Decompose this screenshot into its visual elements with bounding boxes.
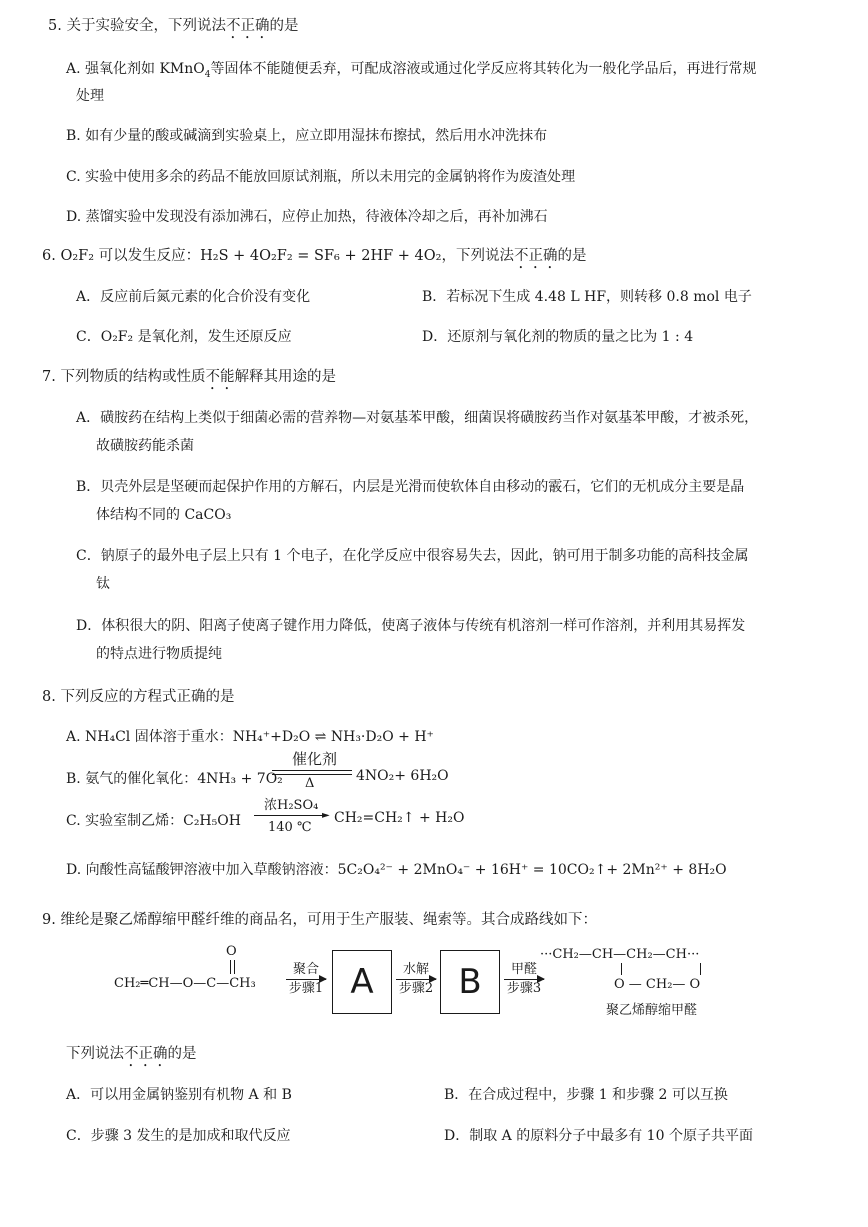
q6-stem-emphasis: 不正确 <box>513 248 558 264</box>
q7-stem-emphasis: 不能 <box>205 369 235 385</box>
q9-reactant: CH₂═CH—O—C—CH₃ <box>114 976 256 991</box>
q9-carbonyl-bond-2 <box>234 960 235 974</box>
q9-option-c: C．步骤 3 发生的是加成和取代反应 <box>66 1128 291 1144</box>
q9-step2-reagent: 水解 <box>402 962 429 977</box>
q9-product-bond-right <box>700 963 701 975</box>
q6-stem: 6. O₂F₂ 可以发生反应：H₂S + 4O₂F₂ = SF₆ + 2HF + 4O₂，下列说法不正确的是 <box>42 248 587 264</box>
q8-option-c-left: C. 实验室制乙烯：C₂H₅OH <box>66 813 241 829</box>
q5-option-a-cont: 处理 <box>76 88 104 104</box>
q8-option-b-bar-bottom <box>272 774 352 775</box>
q8-option-c-temperature: 140 ℃ <box>268 820 312 835</box>
q7-option-a-cont: 故磺胺药能杀菌 <box>96 438 194 454</box>
q8-option-d: D. 向酸性高锰酸钾溶液中加入草酸钠溶液：5C₂O₄²⁻ + 2MnO₄⁻ + 16H⁺ = 10CO₂↑+ 2Mn²⁺ + 8H₂O <box>66 862 727 878</box>
q9-step1-reagent: 聚合 <box>292 962 319 977</box>
q8-option-a: A. NH₄Cl 固体溶于重水：NH₄⁺+D₂O ⇌ NH₃·D₂O + H⁺ <box>66 729 434 745</box>
q7-option-c: C．钠原子的最外电子层上只有 1 个电子，在化学反应中很容易失去，因此，钠可用于制多功能的高科技金属 <box>76 548 749 564</box>
q5-option-d: D. 蒸馏实验中发现没有添加沸石，应停止加热，待液体冷却之后，再补加沸石 <box>66 209 548 225</box>
q9-box-b: B <box>440 950 500 1014</box>
q9-stem: 9. 维纶是聚乙烯醇缩甲醛纤维的商品名，可用于生产服装、绳索等。其合成路线如下： <box>42 912 597 928</box>
q8-option-c-arrowhead-icon: ► <box>322 810 330 821</box>
q6-option-c: C．O₂F₂ 是氧化剂，发生还原反应 <box>76 329 292 345</box>
q8-option-c-reagent: 浓H₂SO₄ <box>264 798 319 813</box>
q9-product-ring: O — CH₂— O <box>614 977 701 992</box>
q5-option-b: B. 如有少量的酸或碱滴到实验桌上，应立即用湿抹布擦拭，然后用水冲洗抹布 <box>66 128 548 144</box>
q9-box-a: A <box>332 950 392 1014</box>
q9-product-name: 聚乙烯醇缩甲醛 <box>606 1003 698 1018</box>
q6-option-a: A．反应前后氮元素的化合价没有变化 <box>76 289 311 305</box>
q9-carbonyl-oxygen: O <box>226 944 237 959</box>
q9-step2-arrow-icon <box>396 979 436 980</box>
q8-option-b-left: B. 氨气的催化氧化：4NH₃ + 7O₂ <box>66 771 283 787</box>
q9-ask: 下列说法不正确的是 <box>66 1046 197 1062</box>
q7-option-b: B．贝壳外层是坚硬而起保护作用的方解石，内层是光滑而使软体自由移动的霰石，它们的无机成分主要是晶 <box>76 479 745 495</box>
q8-option-b-condition: 催化剂 <box>292 750 338 768</box>
q7-option-b-cont: 体结构不同的 CaCO₃ <box>96 507 232 523</box>
q9-step3-arrow-icon <box>504 979 544 980</box>
q9-step1-label: 步骤1 <box>288 981 324 996</box>
q7-option-d-cont: 的特点进行物质提纯 <box>96 646 222 662</box>
q9-option-d: D．制取 A 的原料分子中最多有 10 个原子共平面 <box>444 1128 753 1144</box>
q5-option-a: A. 强氧化剂如 KMnO$_4$等固体不能随便丢弃，可配成溶液或通过化学反应将其转化为一般化学品后，再进行常规 <box>66 61 757 80</box>
q9-step1-arrow <box>286 962 326 997</box>
q8-stem: 8. 下列反应的方程式正确的是 <box>42 689 235 705</box>
q8-option-b-heat: Δ <box>305 776 315 791</box>
q6-option-d: D．还原剂与氧化剂的物质的量之比为 1 : 4 <box>422 329 694 345</box>
q9-step3-reagent: 甲醛 <box>510 962 537 977</box>
q8-option-b-right: 4NO₂+ 6H₂O <box>356 768 449 784</box>
q7-option-c-cont: 钛 <box>96 576 110 592</box>
q9-product-bond-left <box>621 963 622 975</box>
q9-option-b: B．在合成过程中，步骤 1 和步骤 2 可以互换 <box>444 1087 728 1103</box>
q5-stem-emphasis: 不正确 <box>225 18 270 34</box>
q9-step3-arrow <box>504 962 544 997</box>
q5-stem: 5. 关于实验安全，下列说法不正确的是 <box>48 18 299 34</box>
q9-step1-arrow-icon <box>286 979 326 980</box>
q6-option-b: B．若标况下生成 4.48 L HF，则转移 0.8 mol 电子 <box>422 289 752 305</box>
q9-ask-emphasis: 不正确 <box>124 1046 168 1062</box>
q8-option-c-right: CH₂=CH₂↑ + H₂O <box>334 810 465 826</box>
q5-option-c: C. 实验中使用多余的药品不能放回原试剂瓶，所以未用完的金属钠将作为废渣处理 <box>66 169 576 185</box>
q9-product-chain: ···CH₂—CH—CH₂—CH··· <box>540 947 700 962</box>
q9-step2-label: 步骤2 <box>398 981 434 996</box>
q7-option-a: A．磺胺药在结构上类似于细菌必需的营养物—对氨基苯甲酸，细菌误将磺胺药当作对氨基苯甲酸，才被杀死， <box>76 410 759 426</box>
q9-step3-label: 步骤3 <box>506 981 542 996</box>
q9-option-a: A．可以用金属钠鉴别有机物 A 和 B <box>66 1087 292 1103</box>
q8-option-c-arrow <box>254 815 328 816</box>
q9-step2-arrow <box>396 962 436 997</box>
q7-option-d: D．体积很大的阴、阳离子使离子键作用力降低，使离子液体与传统有机溶剂一样可作溶剂，并利用其易挥发 <box>76 618 746 634</box>
q9-carbonyl-bond-1 <box>230 960 231 974</box>
q8-option-b-bar-top <box>272 770 352 771</box>
q7-stem: 7. 下列物质的结构或性质不能解释其用途的是 <box>42 369 336 385</box>
